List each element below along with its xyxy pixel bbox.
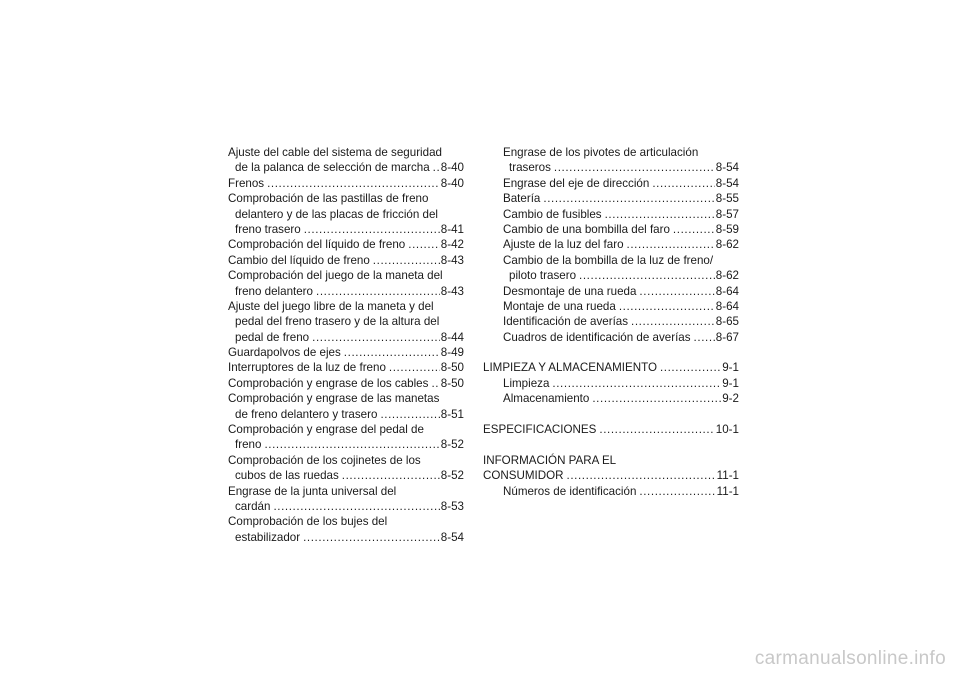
toc-entry-title: Cuadros de identificación de averías bbox=[503, 330, 691, 344]
toc-entry-title: Cambio del líquido de freno bbox=[228, 253, 370, 267]
toc-chapter-title: INFORMACIÓN PARA EL bbox=[483, 453, 617, 467]
spacer bbox=[483, 407, 739, 422]
toc-entry-text: Ajuste del juego libre de la maneta y del bbox=[228, 299, 434, 313]
toc-entry[interactable] bbox=[228, 407, 464, 422]
toc-page-number: 8-42 bbox=[440, 238, 464, 252]
toc-entry-text: Comprobación del juego de la maneta del bbox=[228, 269, 443, 283]
toc-entry[interactable] bbox=[483, 330, 739, 345]
dot-leader bbox=[579, 268, 715, 283]
toc-entry-title: piloto trasero bbox=[509, 269, 577, 283]
dot-leader bbox=[304, 222, 440, 237]
toc-right-column bbox=[483, 145, 739, 499]
dot-leader bbox=[431, 376, 439, 391]
toc-chapter-title: CONSUMIDOR bbox=[483, 469, 564, 483]
toc-page-number: 9-1 bbox=[722, 376, 739, 390]
toc-entry-title: cubos de las ruedas bbox=[235, 469, 339, 483]
toc-entry-title: Identificación de averías bbox=[503, 315, 629, 329]
toc-chapter-title: ESPECIFICACIONES bbox=[483, 423, 597, 437]
toc-entry-text: Engrase de los pivotes de articulación bbox=[503, 146, 699, 159]
dot-leader bbox=[408, 237, 440, 252]
toc-page-number: 8-62 bbox=[715, 238, 739, 252]
toc-page-number: 8-50 bbox=[440, 361, 464, 375]
toc-entry[interactable] bbox=[483, 207, 739, 222]
toc-entry[interactable] bbox=[483, 268, 739, 283]
toc-page-number: 8-43 bbox=[440, 253, 464, 267]
toc-entry-text: pedal del freno trasero y de la altura del bbox=[235, 315, 440, 329]
toc-entry-text: Comprobación de los cojinetes de los bbox=[228, 453, 421, 467]
dot-leader bbox=[631, 314, 715, 329]
toc-page-number: 8-41 bbox=[440, 222, 464, 236]
dot-leader bbox=[673, 222, 715, 237]
toc-entry-title: Cambio de una bombilla del faro bbox=[503, 222, 670, 236]
dot-leader bbox=[552, 376, 721, 391]
toc-page-number: 8-49 bbox=[440, 346, 464, 360]
dot-leader bbox=[694, 330, 715, 345]
toc-page-number: 11-1 bbox=[716, 484, 739, 498]
toc-entry-title: Engrase del eje de dirección bbox=[503, 176, 650, 190]
toc-page-number: 8-54 bbox=[715, 161, 739, 175]
toc-entry-title: Ajuste de la luz del faro bbox=[503, 238, 624, 252]
dot-leader bbox=[373, 253, 440, 268]
toc-page-number: 9-2 bbox=[722, 392, 739, 406]
toc-entry[interactable] bbox=[483, 299, 739, 314]
dot-leader bbox=[316, 284, 440, 299]
toc-chapter-entry[interactable] bbox=[483, 468, 739, 483]
toc-entry-title: traseros bbox=[509, 161, 551, 175]
toc-entry-text: Engrase de la junta universal del bbox=[228, 484, 397, 498]
dot-leader bbox=[267, 176, 440, 191]
toc-entry-title: freno delantero bbox=[235, 284, 313, 298]
toc-page-number: 8-55 bbox=[715, 192, 739, 206]
toc-entry-text: Cambio de la bombilla de la luz de freno/ bbox=[503, 253, 714, 267]
toc-page-number: 9-1 bbox=[722, 361, 739, 375]
toc-entry[interactable] bbox=[483, 484, 739, 499]
spacer bbox=[483, 437, 739, 452]
toc-entry-title: Cambio de fusibles bbox=[503, 207, 602, 221]
toc-chapter-entry[interactable] bbox=[483, 422, 739, 437]
toc-page-number: 8-64 bbox=[715, 284, 739, 298]
dot-leader bbox=[554, 160, 715, 175]
toc-entry[interactable] bbox=[228, 437, 464, 452]
toc-page-number: 8-57 bbox=[715, 207, 739, 221]
toc-page-number: 10-1 bbox=[715, 423, 739, 437]
toc-page-number: 11-1 bbox=[716, 469, 739, 483]
toc-entry[interactable] bbox=[228, 176, 464, 191]
toc-entry-title: Comprobación y engrase de los cables bbox=[228, 376, 429, 390]
dot-leader bbox=[592, 391, 721, 406]
toc-page-number: 8-62 bbox=[715, 269, 739, 283]
toc-page-number: 8-52 bbox=[440, 469, 464, 483]
toc-entry-text: Ajuste del cable del sistema de seguridad bbox=[228, 146, 442, 159]
toc-entry-text: Comprobación de los bujes del bbox=[228, 515, 388, 529]
toc-entry[interactable] bbox=[228, 237, 464, 252]
dot-leader bbox=[639, 484, 715, 499]
toc-entry[interactable] bbox=[483, 237, 739, 252]
toc-entry-title: de la palanca de selección de marcha bbox=[235, 161, 430, 175]
toc-entry-title: pedal de freno bbox=[235, 330, 310, 344]
toc-entry-text: Comprobación de las pastillas de freno bbox=[228, 192, 429, 206]
toc-entry-title: de freno delantero y trasero bbox=[235, 407, 378, 421]
toc-entry[interactable] bbox=[228, 468, 464, 483]
toc-page-number: 8-67 bbox=[715, 330, 739, 344]
dot-leader bbox=[599, 422, 714, 437]
toc-entry[interactable] bbox=[228, 499, 464, 514]
toc-page-number: 8-54 bbox=[715, 176, 739, 190]
dot-leader bbox=[380, 407, 439, 422]
toc-entry[interactable] bbox=[228, 530, 464, 545]
toc-entry[interactable] bbox=[483, 191, 739, 206]
toc-entry-title: estabilizador bbox=[235, 530, 301, 544]
toc-page-number: 8-64 bbox=[715, 299, 739, 313]
toc-entry[interactable] bbox=[483, 391, 739, 406]
toc-entry-title: Limpieza bbox=[503, 376, 550, 390]
dot-leader bbox=[264, 437, 439, 452]
toc-page-number: 8-52 bbox=[440, 438, 464, 452]
toc-entry[interactable] bbox=[483, 284, 739, 299]
toc-entry-title: Batería bbox=[503, 192, 541, 206]
toc-entry-title: Desmontaje de una rueda bbox=[503, 284, 637, 298]
toc-entry[interactable] bbox=[228, 360, 464, 375]
toc-entry-title: freno bbox=[235, 438, 262, 452]
toc-entry[interactable] bbox=[228, 284, 464, 299]
dot-leader bbox=[273, 499, 439, 514]
toc-entry[interactable] bbox=[483, 376, 739, 391]
toc-entry-text: Comprobación y engrase de las manetas bbox=[228, 392, 440, 406]
dot-leader bbox=[639, 284, 714, 299]
toc-entry-title: cardán bbox=[235, 499, 271, 513]
toc-entry-title: Interruptores de la luz de freno bbox=[228, 361, 386, 375]
toc-page-number: 8-50 bbox=[440, 376, 464, 390]
toc-page-number: 8-40 bbox=[440, 161, 464, 175]
toc-page-number: 8-43 bbox=[440, 284, 464, 298]
dot-leader bbox=[605, 207, 715, 222]
toc-entry-title: freno trasero bbox=[235, 222, 301, 236]
dot-leader bbox=[433, 160, 440, 175]
spacer bbox=[483, 345, 739, 360]
dot-leader bbox=[543, 191, 714, 206]
toc-entry-title: Guardapolvos de ejes bbox=[228, 346, 341, 360]
toc-chapter-title: LIMPIEZA Y ALMACENAMIENTO bbox=[483, 361, 657, 375]
toc-entry[interactable] bbox=[483, 314, 739, 329]
watermark: carmanualsonline.info bbox=[754, 648, 946, 669]
toc-entry[interactable] bbox=[483, 160, 739, 175]
dot-leader bbox=[303, 530, 440, 545]
toc-page-number: 8-59 bbox=[715, 222, 739, 236]
toc-entry-title: Comprobación del líquido de freno bbox=[228, 238, 406, 252]
toc-entry[interactable] bbox=[228, 253, 464, 268]
dot-leader bbox=[389, 360, 440, 375]
toc-entry-title: Números de identificación bbox=[503, 484, 637, 498]
toc-entry-title: Frenos bbox=[228, 176, 265, 190]
toc-entry[interactable] bbox=[483, 222, 739, 237]
toc-page-number: 8-53 bbox=[440, 499, 464, 513]
toc-entry[interactable] bbox=[228, 330, 464, 345]
toc-entry[interactable] bbox=[228, 345, 464, 360]
dot-leader bbox=[312, 330, 440, 345]
toc-entry-title: Montaje de una rueda bbox=[503, 299, 616, 313]
toc-entry-title: Almacenamiento bbox=[503, 392, 590, 406]
dot-leader bbox=[567, 468, 716, 483]
toc-page-number: 8-51 bbox=[440, 407, 464, 421]
toc-entry-text: delantero y de las placas de fricción del bbox=[235, 207, 439, 221]
dot-leader bbox=[660, 360, 721, 375]
dot-leader bbox=[652, 176, 714, 191]
toc-entry-text: Comprobación y engrase del pedal de bbox=[228, 423, 424, 437]
toc-entry[interactable] bbox=[228, 222, 464, 237]
toc-chapter-entry[interactable] bbox=[483, 360, 739, 375]
toc-entry[interactable] bbox=[228, 160, 464, 175]
dot-leader bbox=[342, 468, 440, 483]
toc-page-number: 8-40 bbox=[440, 176, 464, 190]
toc-page-number: 8-54 bbox=[440, 530, 464, 544]
toc-left-column bbox=[228, 145, 464, 545]
toc-entry[interactable] bbox=[228, 376, 464, 391]
dot-leader bbox=[619, 299, 715, 314]
toc-page-number: 8-65 bbox=[715, 315, 739, 329]
toc-entry[interactable] bbox=[483, 176, 739, 191]
dot-leader bbox=[344, 345, 440, 360]
dot-leader bbox=[627, 237, 715, 252]
toc-page-number: 8-44 bbox=[440, 330, 464, 344]
